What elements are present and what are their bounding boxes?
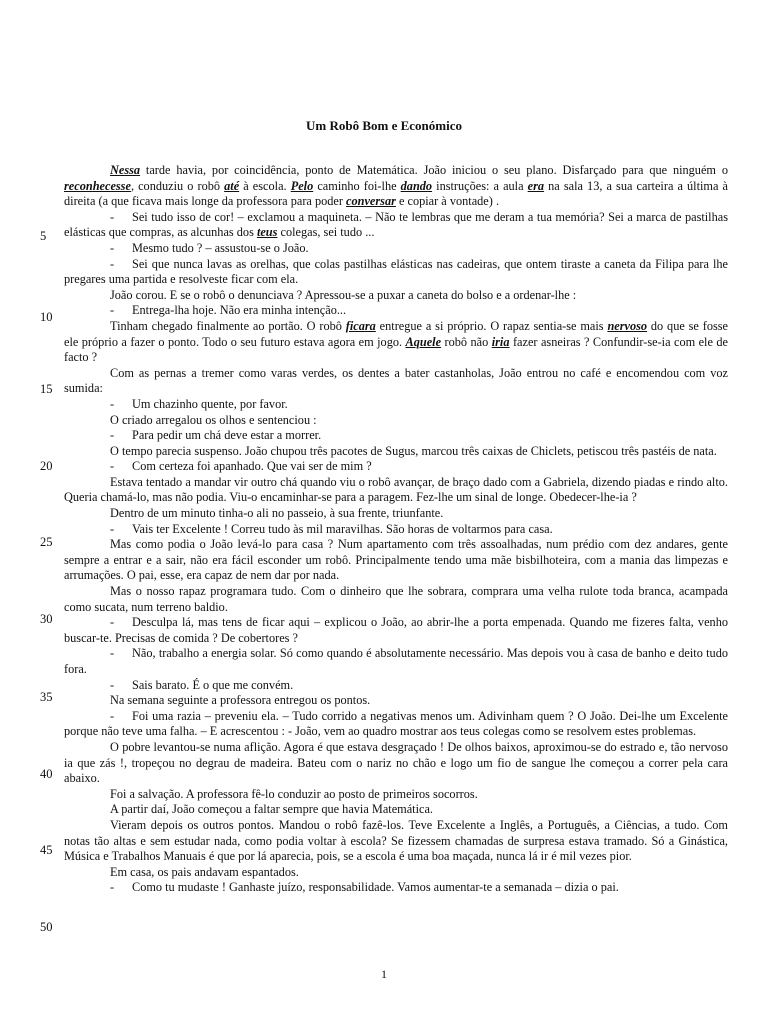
dialogue-line [64,459,728,475]
text-segment: Como tu mudaste ! Ganhaste juízo, responsabilidade. Vamos aumentar-te a semanada – dizia o pai. [132,880,619,895]
narrative-paragraph [64,818,728,865]
dialogue-line [64,303,728,319]
text-segment: Sais barato. É o que me convém. [132,677,294,692]
highlighted-word: dando [400,178,433,193]
text-segment: tarde havia, por coincidência, ponto de Matemática. João iniciou o seu plano. Disfarçado para que ninguém o [140,163,728,177]
line-number: 20 [40,459,53,473]
text-segment: O pobre levantou-se numa aflição. Agora é que estava desgraçado ! De olhos baixos, aproximou-se do estrado e, tão nervoso ia que zás !, tropeçou no degrau de madeira. Bateu com o nariz no chão e logo um fio de sangue lhe começou a correr pela cara abaixo. [64,739,728,786]
text-segment: Na semana seguinte a professora entregou os pontos. [110,693,371,708]
narrative-paragraph [64,740,728,787]
dialogue-line [64,241,728,257]
line-number: 50 [40,920,53,934]
line-number: 40 [40,767,53,781]
text-segment: à escola. [239,178,291,193]
text-segment: Entrega-lha hoje. Não era minha intenção... [132,303,347,318]
dialogue-line [64,880,728,896]
text-segment: do que se fosse ele próprio a fazer o ponto. Todo o seu futuro estava agora em jogo. [64,318,728,349]
page-number: 1 [381,967,387,981]
text-segment: Em casa, os pais andavam espantados. [110,864,299,879]
text-segment: Um chazinho quente, por favor. [132,396,288,411]
document-title: Um Robô Bom e Económico [306,118,462,133]
text-segment: Mesmo tudo ? – assustou-se o João. [132,240,309,255]
text-segment: fazer asneiras ? Confundir-se-ia com ele de facto ? [64,334,728,365]
dialogue-line [64,210,728,241]
line-number: 25 [40,535,53,549]
text-segment: na sala 13, a sua carteira a última à direita (a que ficava mais longe da professora para poder [64,178,729,209]
narrative-paragraph [64,693,728,709]
line-number: 45 [40,843,53,857]
line-number: 10 [40,310,53,324]
dialogue-line [64,522,728,538]
highlighted-word: era [527,178,545,193]
text-segment: Dentro de um minuto tinha-o ali no passeio, à sua frente, triunfante. [110,506,444,521]
text-segment: A partir daí, João começou a faltar sempre que havia Matemática. [110,802,433,817]
narrative-paragraph [64,506,728,522]
text-segment: Para pedir um chá deve estar a morrer. [132,428,322,443]
narrative-paragraph [64,475,728,506]
text-segment: robô não [441,334,492,349]
text-segment: instruções: a aula [432,178,528,193]
dialogue-line [64,397,728,413]
narrative-paragraph [64,584,728,615]
text-segment: Foi a salvação. A professora fê-lo conduzir ao posto de primeiros socorros. [110,786,478,801]
text-segment: Mas o nosso rapaz programara tudo. Com o dinheiro que lhe sobrara, comprara uma velha rulote toda branca, acampada como sucata, num terreno baldio. [64,584,728,614]
dialogue-line [64,646,728,677]
dialogue-line [64,678,728,694]
text-segment: entregue a si próprio. O rapaz sentia-se mais [375,318,608,333]
dialogue-line [64,709,728,740]
dialogue-line [64,615,728,646]
narrative-paragraph [64,444,728,460]
highlighted-word: conversar [346,194,396,209]
highlighted-word: teus [256,225,278,240]
text-segment: colegas, sei tudo ... [277,225,375,240]
highlighted-word: ficara [345,318,376,333]
narrative-paragraph [64,413,728,429]
highlighted-word: iria [491,334,510,349]
text-segment: Estava tentado a mandar vir outro chá quando viu o robô avançar, de braço dado com a Gabriela, dizendo piadas e rindo alto. Queria chamá-lo, mas não podia. Viu-o encaminhar-se para a paragem. Fez-lhe um sinal de longe. Obedecer-lhe-ia ? [64,474,728,505]
text-segment: O criado arregalou os olhos e sentenciou : [110,412,317,427]
narrative-paragraph [64,802,728,818]
line-number: 15 [40,382,53,396]
text-segment: Com certeza foi apanhado. Que vai ser de mim ? [132,459,372,474]
text-segment: Não, trabalho a energia solar. Só como quando é absolutamente necessário. Mas depois vou à casa de banho e deito tudo fora. [64,646,728,676]
narrative-paragraph [64,537,728,584]
text-segment: João corou. E se o robô o denunciava ? Apressou-se a puxar a caneta do bolso e a ordenar-lhe : [110,287,577,302]
line-number: 5 [40,229,47,243]
narrative-paragraph [64,787,728,803]
narrative-paragraph [64,865,728,881]
text-segment: , conduziu o robô [130,178,225,193]
line-number: 35 [40,690,53,704]
dialogue-line [64,257,728,288]
text-segment: caminho foi-lhe [313,178,401,193]
text-segment: Sei tudo isso de cor! – exclamou a maquineta. – Não te lembras que me deram a tua memória? Sei a marca de pastilhas elásticas que compras, as alcunhas dos [64,209,728,240]
text-segment: Tinham chegado finalmente ao portão. O robô [110,318,346,333]
highlighted-word: Nessa [110,163,141,177]
text-segment: Com as pernas a tremer como varas verdes, os dentes a bater castanholas, João entrou no café e encomendou com voz sumida: [64,365,728,396]
text-segment: Vais ter Excelente ! Correu tudo às mil maravilhas. São horas de voltarmos para casa. [132,521,553,536]
text-segment: Vieram depois os outros pontos. Mandou o robô fazê-los. Teve Excelente a Inglês, a Português, a Ciências, a tudo. Com notas tão altas e sem estudar nada, como podia voltar à escola? Se fizessem chamadas de surpresa estava tramado. Só a Ginástica, Música e Trabalhos Manuais é que por lá aparecia, pois, se a escola é uma boa maçada, nunca lá ir é mil vezes pior. [64,817,728,864]
dialogue-line [64,428,728,444]
narrative-paragraph [64,163,728,210]
text-segment: Mas como podia o João levá-lo para casa ? Num apartamento com três assoalhadas, num prédio com dez andares, gente sempre a entrar e a sair, não era fácil esconder um robô. Principalmente tendo uma mãe bisbilhoteira, com a mania das limpezas e arrumações. O pai, esse, era capaz de nem dar por nada. [64,537,728,583]
text-segment: Desculpa lá, mas tens de ficar aqui – explicou o João, ao abrir-lhe a porta empenada. Quando me fizeres falta, venho buscar-te. Precisas de comida ? De cobertores ? [64,615,728,645]
highlighted-word: Pelo [290,178,314,193]
highlighted-word: nervoso [607,318,648,333]
text-segment: O tempo parecia suspenso. João chupou três pacotes de Sugus, marcou três caixas de Chiclets, petiscou três pastéis de nata. [110,443,717,458]
highlighted-word: Aquele [405,334,442,349]
highlighted-word: até [224,178,240,193]
narrative-paragraph [64,366,728,397]
narrative-paragraph [64,288,728,304]
line-number: 30 [40,612,53,626]
highlighted-word: reconhecesse [64,178,131,193]
text-segment: Foi uma razia – preveniu ela. – Tudo corrido a negativas menos um. Adivinham quem ? O João. Dei-lhe um Excelente porque não teve uma falha. – E acrescentou : - João, vem ao quadro mostrar aos teus colegas como se resolvem estes problemas. [64,708,728,739]
text-segment: Sei que nunca lavas as orelhas, que colas pastilhas elásticas nas cadeiras, que ontem tiraste a caneta da Filipa para lhe pregares uma partida e resolveste ficar com ela. [64,256,728,287]
narrative-paragraph [64,319,728,366]
story-body [64,163,728,896]
text-segment: e copiar à vontade) . [395,194,500,209]
